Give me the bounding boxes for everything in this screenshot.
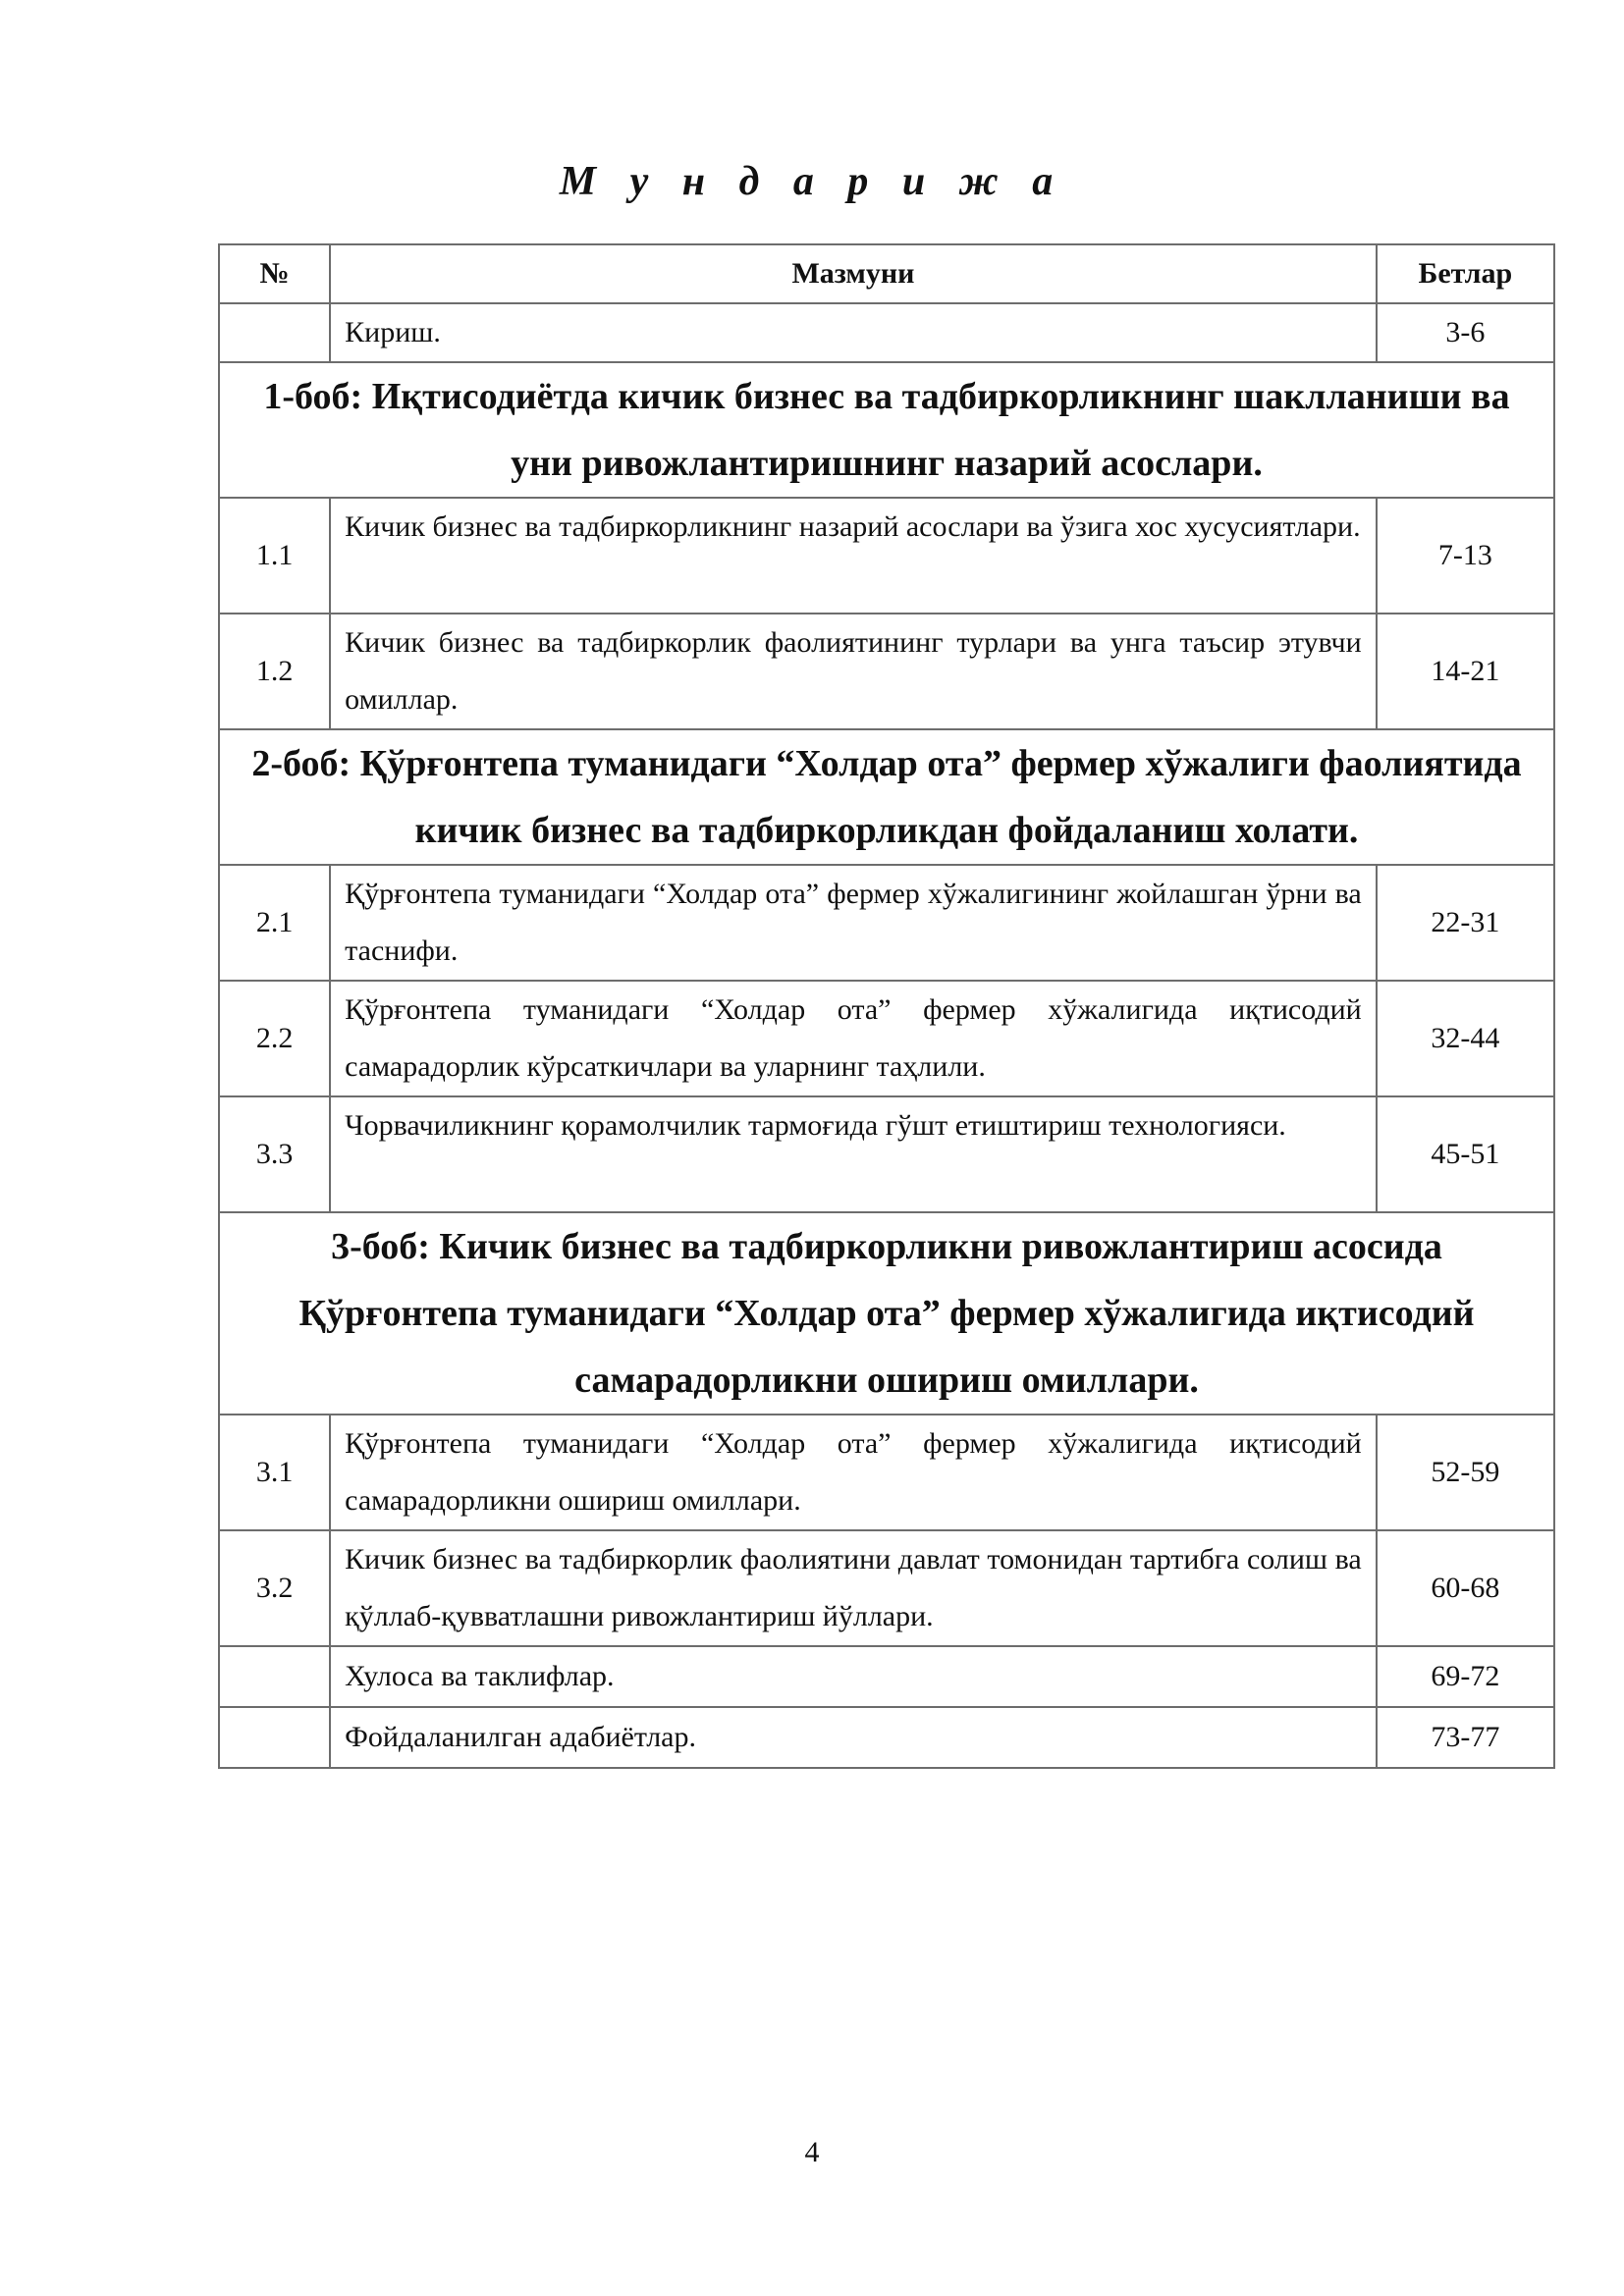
row-number — [219, 1646, 330, 1707]
row-number: 3.2 — [219, 1530, 330, 1646]
row-content: Қўрғонтепа туманидаги “Холдар ота” фермер хўжалигида иқтисодий самарадорликни ошириш омиллари. — [330, 1415, 1377, 1530]
row-content: Кичик бизнес ва тадбиркорлик фаолиятининг турлари ва унга таъсир этувчи омиллар. — [330, 614, 1377, 729]
row-pages: 45-51 — [1377, 1096, 1554, 1212]
row-number — [219, 303, 330, 362]
page-title: М у н д а р и ж а — [559, 159, 1065, 204]
header-number: № — [219, 244, 330, 303]
chapter-row-1 — [219, 362, 1554, 498]
table-header-row — [219, 244, 1554, 303]
header-pages: Бетлар — [1377, 244, 1554, 303]
row-number: 1.2 — [219, 614, 330, 729]
toc-row-references — [219, 1707, 1554, 1768]
row-pages: 3-6 — [1377, 303, 1554, 362]
row-number: 2.2 — [219, 981, 330, 1096]
row-content: Хулоса ва таклифлар. — [330, 1646, 1377, 1707]
toc-row-conclusion — [219, 1646, 1554, 1707]
chapter-row-2 — [219, 729, 1554, 865]
row-number: 3.3 — [219, 1096, 330, 1212]
page-number: 4 — [804, 2136, 820, 2168]
row-content: Қўрғонтепа туманидаги “Холдар ота” фермер хўжалигининг жойлашган ўрни ва таснифи. — [330, 865, 1377, 981]
row-pages: 52-59 — [1377, 1415, 1554, 1530]
row-number — [219, 1707, 330, 1768]
row-content: Кичик бизнес ва тадбиркорликнинг назарий асослари ва ўзига хос хусусиятлари. — [330, 498, 1377, 614]
toc-row-3-3 — [219, 1096, 1554, 1212]
row-pages: 22-31 — [1377, 865, 1554, 981]
chapter-title: 1-боб: Иқтисодиётда кичик бизнес ва тадбиркорликнинг шаклланиши ва уни ривожлантиришнинг назарий асослари. — [219, 362, 1554, 498]
toc-row-introduction — [219, 303, 1554, 362]
row-pages: 60-68 — [1377, 1530, 1554, 1646]
row-content: Қўрғонтепа туманидаги “Холдар ота” фермер хўжалигида иқтисодий самарадорлик кўрсаткичлари ва уларнинг таҳлили. — [330, 981, 1377, 1096]
row-pages: 7-13 — [1377, 498, 1554, 614]
row-content: Фойдаланилган адабиётлар. — [330, 1707, 1377, 1768]
row-content: Чорвачиликнинг қорамолчилик тармоғида гўшт етиштириш технологияси. — [330, 1096, 1377, 1212]
toc-row-2-1 — [219, 865, 1554, 981]
row-pages: 73-77 — [1377, 1707, 1554, 1768]
row-pages: 14-21 — [1377, 614, 1554, 729]
chapter-row-3 — [219, 1212, 1554, 1415]
toc-row-1-1 — [219, 498, 1554, 614]
row-number: 2.1 — [219, 865, 330, 981]
row-number: 1.1 — [219, 498, 330, 614]
toc-row-2-2 — [219, 981, 1554, 1096]
row-content: Кичик бизнес ва тадбиркорлик фаолиятини давлат томонидан тартибга солиш ва қўллаб-қувватлашни ривожлантириш йўллари. — [330, 1530, 1377, 1646]
header-content: Мазмуни — [330, 244, 1377, 303]
toc-row-1-2 — [219, 614, 1554, 729]
row-pages: 32-44 — [1377, 981, 1554, 1096]
row-pages: 69-72 — [1377, 1646, 1554, 1707]
table-of-contents — [218, 243, 1555, 1769]
row-number: 3.1 — [219, 1415, 330, 1530]
row-content: Кириш. — [330, 303, 1377, 362]
toc-row-3-2 — [219, 1530, 1554, 1646]
chapter-title: 2-боб: Қўрғонтепа туманидаги “Холдар ота” фермер хўжалиги фаолиятида кичик бизнес ва тадбиркорликдан фойдаланиш холати. — [219, 729, 1554, 865]
toc-row-3-1 — [219, 1415, 1554, 1530]
chapter-title: 3-боб: Кичик бизнес ва тадбиркорликни ривожлантириш асосида Қўрғонтепа туманидаги “Холдар ота” фермер хўжалигида иқтисодий самарадорликни ошириш омиллари. — [219, 1212, 1554, 1415]
